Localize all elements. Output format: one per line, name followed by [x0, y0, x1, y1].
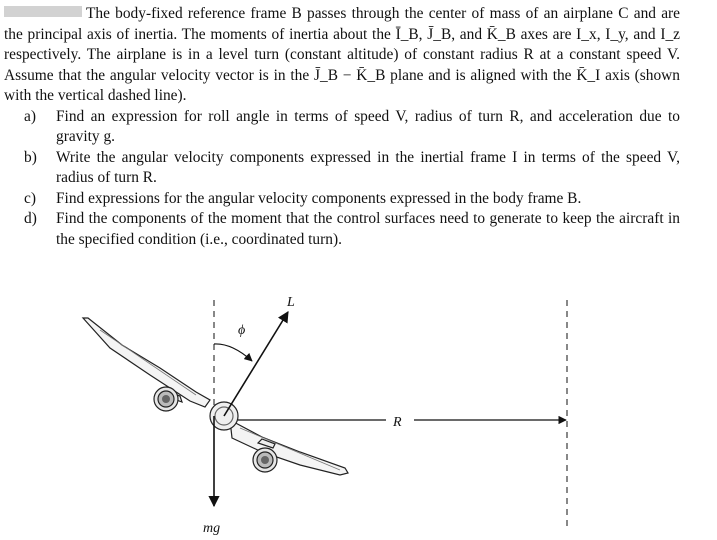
question-label: d) [24, 210, 37, 227]
radius-label: R [393, 415, 402, 430]
question-label: b) [24, 148, 37, 166]
lift-vector [224, 312, 288, 416]
question-text: Write the angular velocity components expressed in the inertial frame I in terms of the speed V, radius of turn R. [56, 148, 680, 186]
airplane-icon [83, 318, 348, 475]
question-label: c) [24, 189, 36, 207]
weight-label: mg [203, 521, 221, 536]
intro-line1: The body-fixed reference frame B passes through the center of mass of an airplane [86, 5, 613, 22]
question-text: Find expressions for the angular velocity components expressed in the body frame B. [56, 189, 582, 207]
intro-rest: C and are the principal axis of inertia. The moments of inertia about the Ī_B, J̄_B, and K̄_B axes are I_x, I_y, and I_z respectively. The airplane is in a level turn (constant altitude) of constant radius R at a constant speed V. Assume that the angular velocity vector is in the J̄_B − K̄_B plane and is aligned with the K̄_I axis (shown with the vertical dashed line). [4, 5, 680, 104]
question-text: Find an expression for roll angle in terms of speed V, radius of turn R, and acceleration due to gravity g. [56, 107, 680, 145]
bank-angle-arc [214, 344, 252, 361]
lift-label: L [287, 295, 295, 310]
phi-label: ϕ [238, 323, 246, 338]
question-label: a) [24, 107, 36, 125]
question-text: Find the components of the moment that the control surfaces need to generate to keep the aircraft in the specified condition (i.e., coordinated turn). [56, 210, 680, 248]
